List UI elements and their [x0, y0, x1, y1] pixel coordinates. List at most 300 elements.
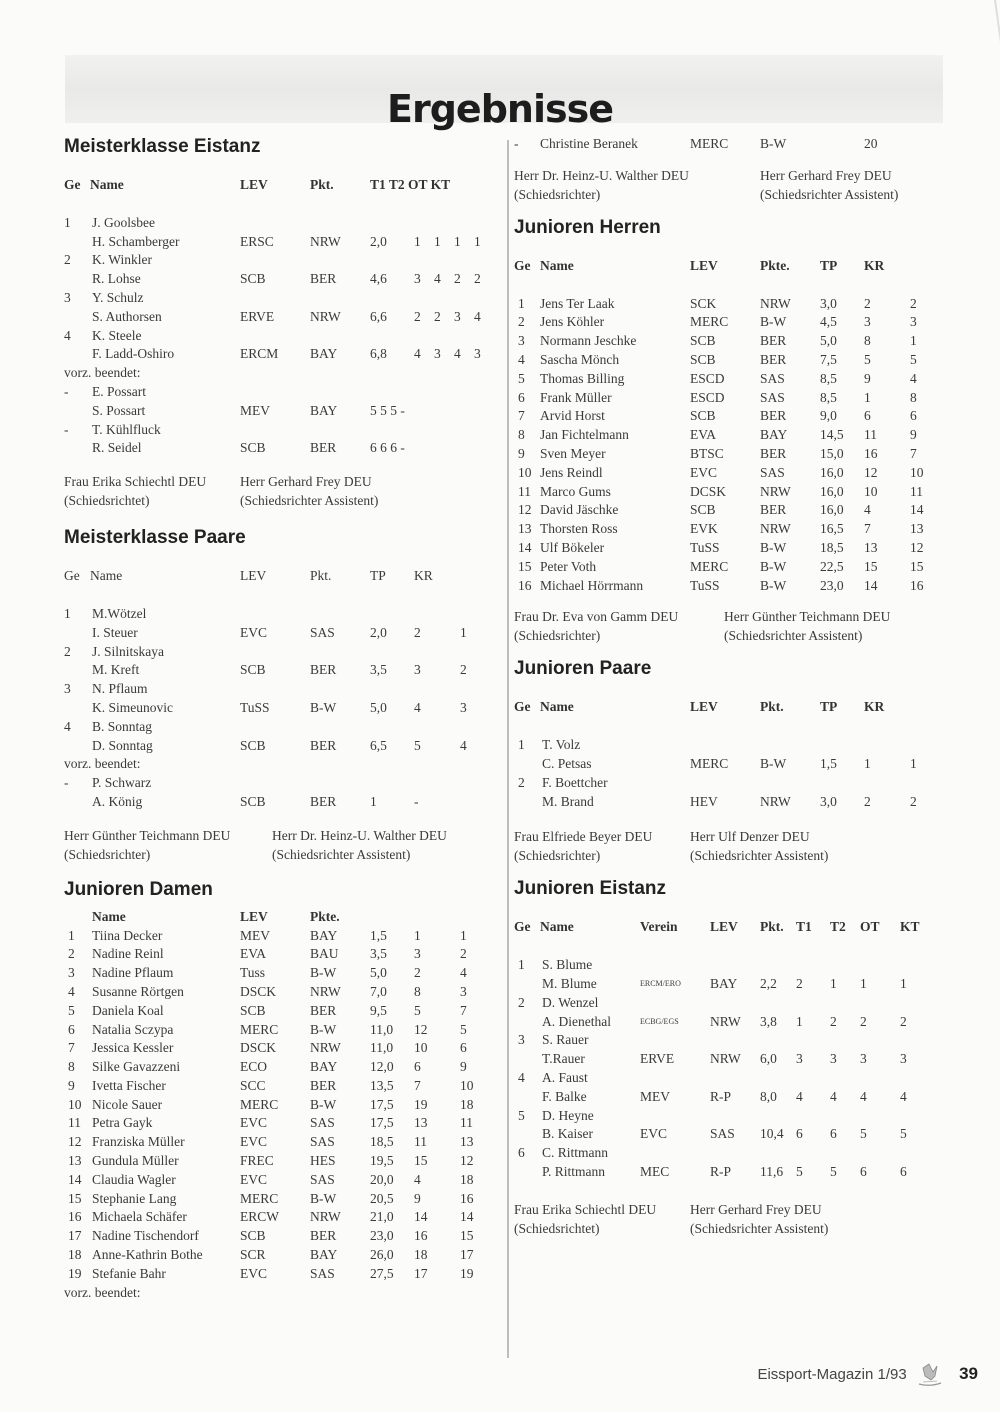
table-row-cell: BAY	[310, 346, 338, 362]
table-row-cell: 3	[518, 1032, 525, 1048]
table-row-cell: BER	[310, 1002, 337, 1018]
table-row-cell: MERC	[240, 1190, 279, 1206]
table-row-cell: I. Steuer	[92, 624, 138, 640]
table-row-cell: 12,0	[370, 1059, 394, 1075]
table-row-cell: B-W	[760, 755, 787, 771]
table-row-cell: 2	[518, 994, 525, 1010]
table-row-cell: 5	[830, 1163, 837, 1179]
table-row-cell: 6	[910, 408, 917, 424]
table-row-cell: 3	[414, 946, 421, 962]
table-row	[64, 1002, 494, 1021]
table-row	[514, 295, 934, 314]
section-title: Junioren Eistanz	[514, 878, 667, 900]
table-row-cell: 16	[518, 577, 532, 593]
table-row-cell: BER	[310, 1228, 337, 1244]
table-row-cell: S. Blume	[542, 957, 593, 973]
page-footer	[757, 1362, 978, 1388]
table-row-cell: 14	[414, 1209, 428, 1225]
table-row	[64, 927, 494, 946]
table-row-cell: 6	[518, 1145, 525, 1161]
table-row	[64, 737, 494, 756]
referee-role: (Schiedsrichtet)	[514, 1220, 600, 1236]
table-row	[64, 605, 494, 624]
table-row-cell: 4	[830, 1088, 837, 1104]
table-row-cell: NRW	[310, 1040, 341, 1056]
table-row-cell: SAS	[310, 624, 335, 640]
table-row-cell: 2	[910, 295, 917, 311]
table-row-cell: 2	[864, 295, 871, 311]
table-row-cell: ERVE	[640, 1051, 675, 1067]
table-row	[64, 699, 494, 718]
table-row-cell: SAS	[310, 1134, 335, 1150]
spacer	[514, 811, 934, 827]
table-row-cell: 12	[864, 464, 878, 480]
table-row-cell: ERCW	[240, 1209, 279, 1225]
table-header-cell: Ge	[64, 568, 80, 584]
table-row-cell: 2,0	[370, 233, 387, 249]
table-row-cell: 1	[864, 389, 871, 405]
table-row-cell: ESCD	[690, 370, 725, 386]
table-row-cell: Ivetta Fischer	[92, 1077, 166, 1093]
table-row	[514, 520, 934, 539]
table-row-cell: BTSC	[690, 445, 724, 461]
table-row-cell: 7	[910, 445, 917, 461]
table-row-cell: BER	[310, 737, 337, 753]
table-row-cell: 11	[460, 1115, 473, 1131]
table-row-cell: 15	[864, 558, 878, 574]
table-row-cell: 15	[414, 1153, 428, 1169]
table-row-cell: 19,5	[370, 1153, 394, 1169]
table-row-cell: SAS	[310, 1171, 335, 1187]
table-row-cell: Y. Schulz	[92, 289, 144, 305]
table-row-cell: 4	[454, 346, 461, 362]
table-row-cell: 12	[518, 502, 532, 518]
table-row-cell: 12	[460, 1153, 474, 1169]
table-row-cell: 10	[910, 464, 924, 480]
table-header-cell: TP	[370, 568, 386, 584]
table-row-cell: DSCK	[240, 1040, 277, 1056]
table-row-cell: SAS	[310, 1115, 335, 1131]
table-row-cell: 4	[474, 308, 481, 324]
table-header-cell: Pkt.	[310, 177, 334, 192]
table-row-cell: BER	[760, 351, 787, 367]
table-row-cell: 1,5	[370, 927, 387, 943]
table-row-cell: Jan Fichtelmann	[540, 427, 629, 443]
table-row	[514, 577, 934, 596]
table-row-cell: 7,0	[370, 983, 387, 999]
table-row-cell: 5	[518, 370, 525, 386]
table-row-cell: 16,5	[820, 521, 844, 537]
table-row-cell: 1	[370, 793, 377, 809]
table-row-cell: SCC	[240, 1077, 266, 1093]
table-row-cell: 4	[414, 699, 421, 715]
table-row	[514, 1107, 934, 1126]
table-row-cell: 9	[910, 427, 917, 443]
table-row-cell: 3	[454, 308, 461, 324]
table-row-cell: 13	[910, 521, 924, 537]
table-row-cell: 19	[68, 1265, 82, 1281]
spacer	[64, 550, 494, 567]
table-row	[514, 483, 934, 502]
table-row-cell: 14	[910, 502, 924, 518]
spacer	[514, 276, 934, 295]
table-row-cell: ERCM	[240, 346, 279, 362]
section-junioren-damen	[64, 878, 494, 1303]
table-row-cell: 13	[414, 1115, 428, 1131]
table-row-cell: 4	[414, 1171, 421, 1187]
table-header-cell: Ge	[514, 257, 531, 273]
page-title: Ergebnisse	[387, 87, 613, 132]
table-row-cell: 7	[460, 1002, 467, 1018]
section-title: Junioren Herren	[514, 216, 661, 238]
assistant-role: (Schiedsrichter Assistent)	[760, 186, 899, 202]
table-row-cell: F. Boettcher	[542, 774, 608, 790]
table-row	[514, 793, 934, 812]
table-row-cell: K. Winkler	[92, 252, 152, 268]
table-row-cell: K. Simeunovic	[92, 699, 173, 715]
table-row	[64, 1058, 494, 1077]
table-row-cell: DSCK	[240, 983, 277, 999]
table-row-cell: MEV	[240, 402, 270, 418]
table-row-cell: -	[64, 775, 69, 791]
table-row-cell: 1	[460, 927, 467, 943]
table-row-cell: 11,0	[370, 1021, 394, 1037]
table-row-cell: 17,5	[370, 1115, 394, 1131]
table-row-cell: 15	[910, 558, 924, 574]
table-row-cell: B-W	[760, 136, 787, 151]
table-row-cell: Stefanie Bahr	[92, 1265, 166, 1281]
table-row	[64, 1096, 494, 1115]
table-row-cell: NRW	[710, 1051, 741, 1067]
table-row-cell: Frank Müller	[540, 389, 612, 405]
table-row-cell: SCB	[240, 271, 266, 287]
table-row-cell: 6	[830, 1126, 837, 1142]
table-row-cell: ESCD	[690, 389, 725, 405]
table-header-cell: Name	[540, 699, 574, 715]
table-row-cell: Silke Gavazzeni	[92, 1059, 181, 1075]
table-row-cell: Arvid Horst	[540, 408, 605, 424]
table-header-cell: OT	[860, 919, 880, 935]
assistant-name: Herr Gerhard Frey DEU	[760, 167, 892, 183]
table-row-cell: Peter Voth	[540, 558, 597, 574]
spacer	[514, 595, 934, 607]
table-row-cell: P. Rittmann	[542, 1163, 606, 1179]
table-row-cell: 11,0	[370, 1040, 394, 1056]
table-row-cell: 26,0	[370, 1247, 394, 1263]
referee-name: Herr Dr. Heinz-U. Walther DEU	[514, 167, 689, 183]
table-row-cell: 5	[864, 351, 871, 367]
section-junioren-damen-continued	[514, 135, 934, 216]
table-row	[514, 755, 934, 774]
table-row	[64, 718, 494, 737]
table-header-cell: T1 T2 OT KT	[370, 177, 451, 192]
table-row-cell: 13	[460, 1134, 474, 1150]
table-row	[514, 1013, 934, 1032]
table-row	[514, 1125, 934, 1144]
table-row-cell: 1	[518, 957, 525, 973]
table-row-cell: 1	[910, 755, 917, 771]
table-row-cell: EVC	[240, 1171, 267, 1187]
table-row-cell: 14	[460, 1209, 474, 1225]
table-row-cell: Ulf Bökeler	[540, 539, 605, 555]
table-row-cell: 3	[414, 662, 421, 678]
table-row-cell: 5	[414, 737, 421, 753]
table-row	[64, 624, 494, 643]
table-row-cell: Nadine Reinl	[92, 946, 164, 962]
table-row-cell: 6	[518, 389, 525, 405]
table-row-cell: BER	[310, 662, 337, 678]
table-header-cell: Name	[540, 257, 574, 273]
table-row	[64, 964, 494, 983]
table-row-cell: SCB	[690, 351, 716, 367]
table-row-cell: 14	[68, 1171, 82, 1187]
table-row-cell: Jens Ter Laak	[540, 295, 615, 311]
spacer	[514, 1182, 934, 1200]
table-row-cell: SCB	[240, 1228, 266, 1244]
table-row-cell: 6	[796, 1126, 803, 1142]
table-row-cell: 18,5	[370, 1134, 394, 1150]
table-row-cell: 16	[910, 577, 924, 593]
table-row-cell: Natalia Sczypa	[92, 1021, 174, 1037]
table-row-cell: 9,5	[370, 1002, 387, 1018]
table-row-cell: 18	[68, 1247, 82, 1263]
table-row-cell: BER	[760, 333, 787, 349]
table-row-cell: EVC	[240, 1134, 267, 1150]
section-junioren-paare	[514, 657, 934, 877]
table-header	[64, 176, 494, 195]
table-row-cell: SCB	[240, 440, 266, 456]
spacer	[514, 717, 934, 736]
table-row-cell: Christine Beranek	[540, 136, 638, 151]
referee-name: Frau Elfriede Beyer DEU	[514, 829, 653, 845]
table-row-cell: Daniela Koal	[92, 1002, 164, 1018]
table-row-cell: 2	[900, 1013, 907, 1029]
table-row-cell: -	[414, 793, 419, 809]
issue-number: 1/93	[877, 1365, 907, 1383]
table-row-cell: HES	[310, 1153, 336, 1169]
table-row-cell: Nadine Pflaum	[92, 965, 174, 981]
table-row-cell: BER	[310, 271, 337, 287]
table-row-cell: 15	[68, 1190, 82, 1206]
spacer	[64, 195, 494, 214]
table-row-cell: 15	[518, 558, 532, 574]
withdrawn-label	[64, 1284, 494, 1303]
table-row-cell: Claudia Wagler	[92, 1171, 176, 1187]
table-header	[514, 257, 934, 276]
table-row-cell: J. Goolsbee	[92, 214, 155, 230]
table-row-cell: N. Pflaum	[92, 681, 148, 697]
table-row	[64, 661, 494, 680]
table-row-cell: 1	[64, 214, 71, 230]
table-row-cell: M. Kreft	[92, 662, 140, 678]
table-row-cell: MERC	[690, 136, 729, 151]
table-row-cell: SCR	[240, 1247, 266, 1263]
table-row-cell: -	[64, 421, 69, 437]
table-header-cell: KR	[864, 257, 885, 273]
table-row-cell: C. Rittmann	[542, 1145, 609, 1161]
table-row-cell: 8,5	[820, 370, 837, 386]
table-row-cell: 1	[910, 333, 917, 349]
table-row	[64, 643, 494, 662]
table-row-cell: 4	[860, 1088, 867, 1104]
assistant-role: (Schiedsrichter Assistent)	[240, 493, 379, 509]
table-row-cell: SCB	[240, 737, 266, 753]
table-row	[64, 308, 494, 327]
table-row-cell: 3	[796, 1051, 803, 1067]
table-row-cell: 10	[460, 1077, 474, 1093]
referee-name: Frau Dr. Eva von Gamm DEU	[514, 609, 679, 625]
assistant-name: Herr Dr. Heinz-U. Walther DEU	[272, 827, 447, 843]
officials	[514, 166, 934, 204]
right-column	[514, 135, 934, 1238]
table-row-cell: ERVE	[240, 308, 275, 324]
table-row-cell: 18,5	[820, 539, 844, 555]
table-row-cell: 1	[900, 975, 907, 991]
table-row	[514, 539, 934, 558]
table-row	[514, 426, 934, 445]
left-column	[64, 135, 494, 1302]
table-row-cell: 20	[864, 136, 878, 151]
table-row-cell: 6,6	[370, 308, 387, 324]
officials	[64, 472, 494, 510]
table-row-cell: 1,5	[820, 755, 837, 771]
table-row	[514, 407, 934, 426]
table-row-cell: 2	[68, 946, 75, 962]
table-row-cell: 3	[68, 965, 75, 981]
table-row-cell: 5	[414, 1002, 421, 1018]
table-row-cell: BAY	[310, 927, 338, 943]
table-row-cell: 2	[64, 643, 71, 659]
table-row-cell: B-W	[310, 699, 337, 715]
table-row-cell: B-W	[760, 577, 787, 593]
table-header-cell: TP	[820, 699, 838, 715]
table-row-cell: D. Sonntag	[92, 737, 153, 753]
assistant-role: (Schiedsrichter Assistent)	[690, 848, 829, 864]
table-row-cell: MERC	[240, 1096, 279, 1112]
table-row-cell: EVC	[240, 624, 267, 640]
table-row-cell: 2	[414, 308, 421, 324]
table-row-cell: 11,6	[760, 1163, 784, 1179]
table-row	[64, 793, 494, 812]
table-row-cell: 18	[414, 1247, 428, 1263]
table-row-cell: B-W	[310, 965, 337, 981]
table-header-cell: LEV	[690, 257, 718, 273]
table-row-cell: 14	[518, 539, 532, 555]
table-row-cell: Jens Reindl	[540, 464, 603, 480]
table-row-cell: 6 6 6 -	[370, 440, 405, 456]
table-row-cell: C. Petsas	[542, 755, 592, 771]
table-row-cell: Michaela Schäfer	[92, 1209, 187, 1225]
table-row-cell: 7,5	[820, 351, 837, 367]
table-row	[64, 983, 494, 1002]
table-row-cell: 5	[518, 1107, 525, 1123]
table-row	[514, 351, 934, 370]
table-row-cell: 9	[460, 1059, 467, 1075]
table-row-cell: 1	[460, 624, 467, 640]
table-row-cell: D. Heyne	[542, 1107, 594, 1123]
table-row-cell: 11	[864, 427, 877, 443]
table-row-cell: 4,6	[370, 271, 387, 287]
table-row-cell: 20,0	[370, 1171, 394, 1187]
table-row-cell: Jessica Kessler	[92, 1040, 174, 1056]
table-row-cell: NRW	[760, 793, 791, 809]
table-row-cell: 4	[460, 965, 467, 981]
table-row-cell: SAS	[760, 464, 785, 480]
table-row	[514, 370, 934, 389]
table-row-cell: SCB	[690, 333, 716, 349]
table-row-cell: 3	[830, 1051, 837, 1067]
table-row-cell: BAY	[710, 975, 738, 991]
table-row-cell: 4	[414, 346, 421, 362]
table-row	[514, 1031, 934, 1050]
table-header-cell: Pkt.	[760, 699, 784, 715]
table-row-cell: ERCM/ERO	[640, 978, 681, 988]
table-row-cell: R. Seidel	[92, 440, 142, 456]
table-row-cell: 17	[414, 1265, 428, 1281]
table-row-cell: 14	[864, 577, 878, 593]
table-row	[514, 774, 934, 793]
table-row-cell: 3	[460, 699, 467, 715]
table-row-cell: Anne-Kathrin Bothe	[92, 1247, 203, 1263]
withdrawn-label-cell: vorz. beendet:	[64, 756, 141, 772]
table-row-cell: 4	[864, 502, 871, 518]
table-row-cell: 17,5	[370, 1096, 394, 1112]
table-row	[64, 1077, 494, 1096]
table-row	[64, 402, 494, 421]
table-row-cell: NRW	[310, 233, 341, 249]
assistant-role: (Schiedsrichter Assistent)	[272, 846, 411, 862]
table-row-cell: 2	[460, 946, 467, 962]
table-row	[514, 501, 934, 520]
spacer	[64, 510, 494, 526]
table-row-cell: DCSK	[690, 483, 727, 499]
table-row-cell: 2	[460, 662, 467, 678]
table-row-cell: 6	[414, 1059, 421, 1075]
table-header-cell: KT	[900, 919, 920, 935]
table-row-cell: 27,5	[370, 1265, 394, 1281]
table-row-cell: SCB	[690, 502, 716, 518]
table-row-cell: M. Brand	[542, 793, 594, 809]
spacer	[514, 937, 934, 956]
table-row-cell: 7	[864, 521, 871, 537]
table-row-cell: 16,0	[820, 502, 844, 518]
table-row-cell: MEV	[240, 927, 270, 943]
table-row-cell: NRW	[760, 483, 791, 499]
table-row-cell: 19	[460, 1265, 474, 1281]
table-row-cell: 16,0	[820, 464, 844, 480]
table-row-cell: 1	[434, 233, 441, 249]
table-row-cell: H. Schamberger	[92, 233, 180, 249]
table-row-cell: 11	[910, 483, 923, 499]
table-row-cell: 4	[64, 327, 71, 343]
table-row-cell: 6	[460, 1040, 467, 1056]
table-row-cell: 11	[68, 1115, 81, 1131]
spacer	[514, 645, 934, 657]
table-row-cell: 6,8	[370, 346, 387, 362]
table-row-cell: 6	[864, 408, 871, 424]
table-row-cell: SCB	[690, 408, 716, 424]
table-header-cell: LEV	[240, 177, 268, 192]
table-row-cell: 4	[518, 351, 525, 367]
table-row-cell: B-W	[760, 539, 787, 555]
table-row-cell: SCB	[240, 1002, 266, 1018]
table-row-cell: B. Kaiser	[542, 1126, 593, 1142]
table-row-cell: 9,0	[820, 408, 837, 424]
table-row	[514, 975, 934, 994]
table-row	[64, 345, 494, 364]
table-header-cell: TP	[820, 257, 838, 273]
spacer	[514, 154, 934, 166]
